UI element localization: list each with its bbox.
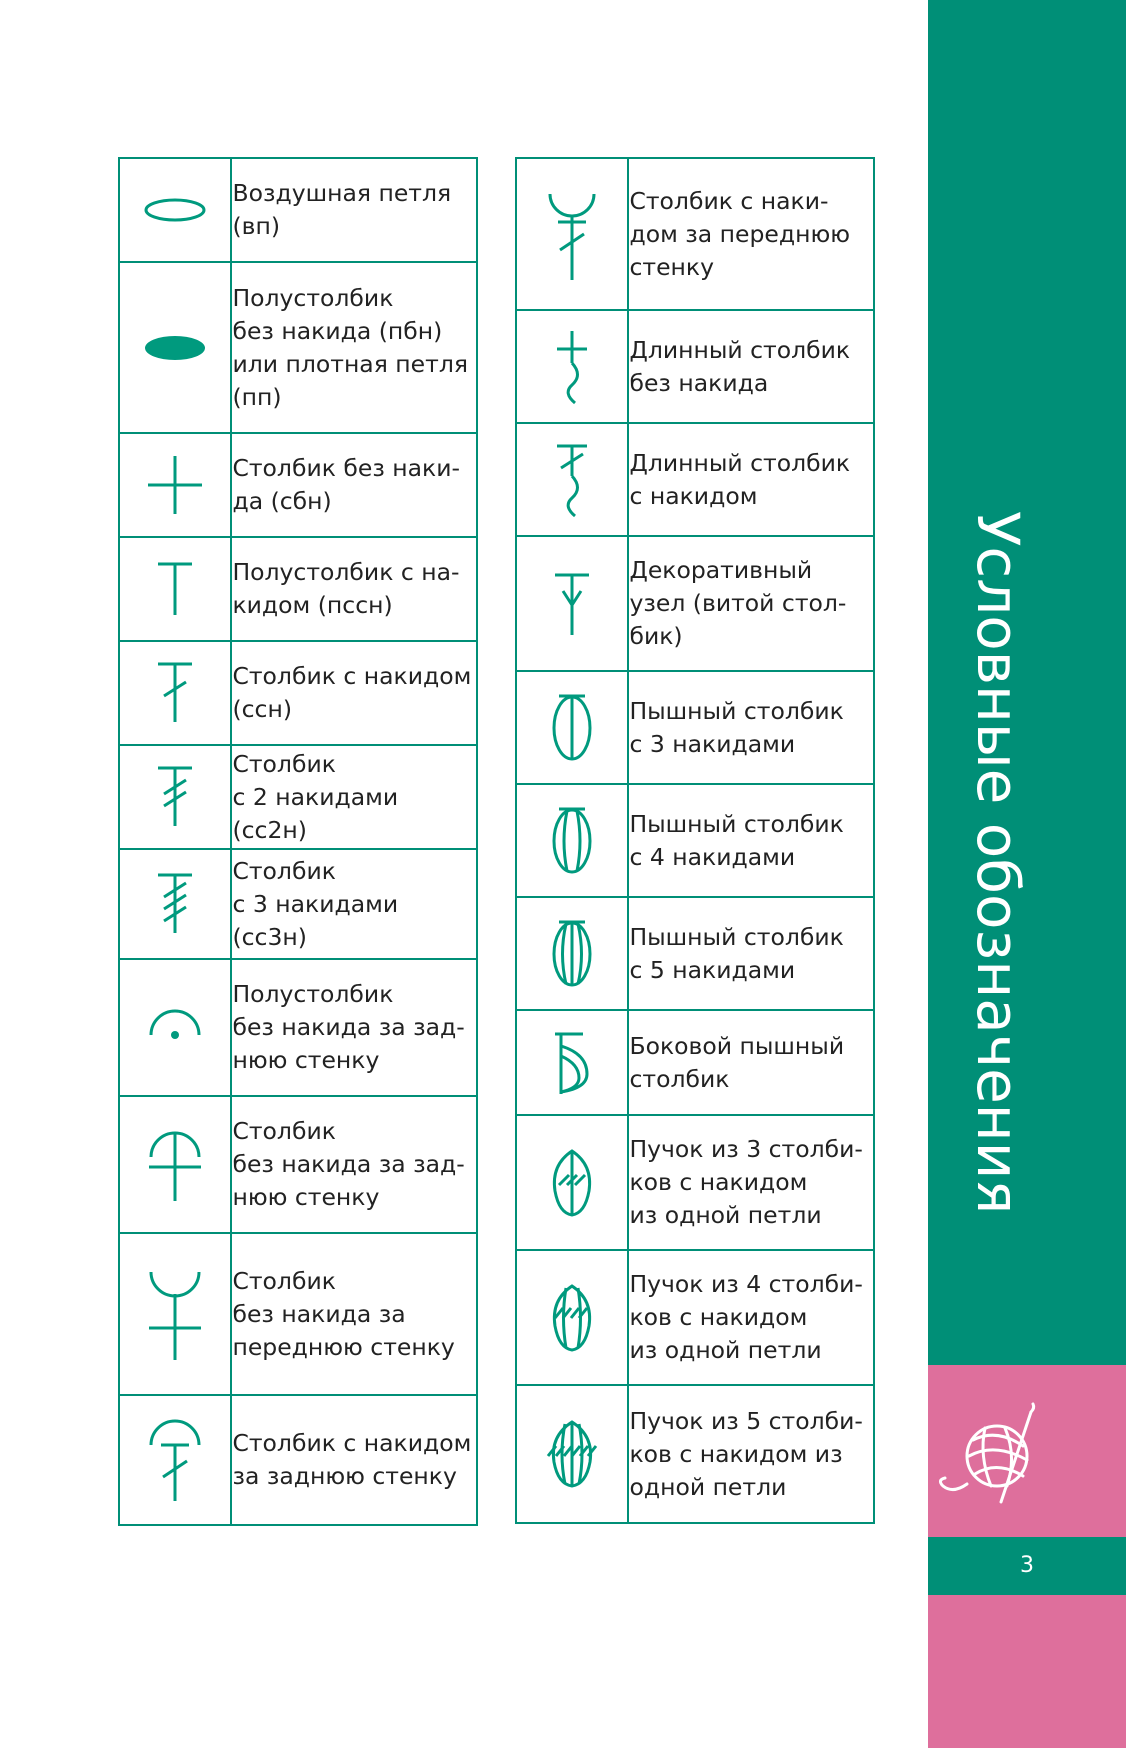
puff-5-icon (547, 916, 597, 992)
legend-row (516, 310, 874, 423)
long-single-crochet-icon (547, 327, 597, 407)
long-double-crochet-icon (547, 440, 597, 520)
legend-row (119, 1233, 477, 1395)
legend-row (119, 959, 477, 1096)
cluster-4-icon (547, 1280, 597, 1356)
legend-label: Пышный столбик с 5 накидами (628, 897, 874, 1010)
treble-crochet-icon (150, 762, 200, 832)
single-crochet-icon (145, 450, 205, 520)
legend-label: Пышный столбик с 4 накидами (628, 784, 874, 897)
yarn-ball-icon (935, 1398, 1055, 1513)
legend-label: Столбик без наки- да (сбн) (231, 433, 477, 537)
legend-row (119, 433, 477, 537)
legend-row (119, 849, 477, 959)
legend-row (516, 897, 874, 1010)
side-band-pink-bottom (928, 1595, 1126, 1748)
chain-stitch-icon (140, 190, 210, 230)
legend-row (119, 641, 477, 745)
half-double-crochet-icon (150, 559, 200, 619)
double-crochet-icon (150, 658, 200, 728)
legend-row (119, 1096, 477, 1233)
puff-4-icon (547, 803, 597, 879)
slip-stitch-back-loop-icon (145, 1003, 205, 1053)
legend-row (119, 745, 477, 849)
legend-row (119, 537, 477, 641)
legend-label: Пышный столбик с 3 накидами (628, 671, 874, 784)
legend-label: Длинный столбик без накида (628, 310, 874, 423)
legend-label: Пучок из 5 столби- ков с накидом из одной петли (628, 1385, 874, 1523)
legend-label: Столбик без накида за зад- нюю стенку (231, 1096, 477, 1233)
page-number: 3 (928, 1537, 1126, 1595)
legend-label: Пучок из 4 столби- ков с накидом из одной петли (628, 1250, 874, 1385)
legend-row (516, 158, 874, 310)
legend-label: Длинный столбик с накидом (628, 423, 874, 536)
section-title: Условные обозначения (964, 511, 1032, 1215)
single-crochet-back-loop-icon (145, 1125, 205, 1205)
legend-row (516, 1010, 874, 1115)
legend-row (516, 1385, 874, 1523)
legend-label: Столбик без накида за переднюю стенку (231, 1233, 477, 1395)
legend-row (516, 671, 874, 784)
legend-row (119, 1395, 477, 1525)
legend-row (516, 536, 874, 671)
legend-row (516, 423, 874, 536)
legend-label: Пучок из 3 столби- ков с накидом из одной петли (628, 1115, 874, 1250)
legend-table-left (118, 157, 478, 1526)
legend-row (516, 784, 874, 897)
legend-label: Полустолбик с на- кидом (пссн) (231, 537, 477, 641)
legend-label: Боковой пышный столбик (628, 1010, 874, 1115)
legend-row (119, 158, 477, 262)
legend-label: Столбик с накидом (ссн) (231, 641, 477, 745)
legend-table-right (515, 157, 875, 1524)
legend-label: Столбик с наки- дом за переднюю стенку (628, 158, 874, 310)
puff-3-icon (547, 690, 597, 766)
legend-label: Полустолбик без накида (пбн) или плотная петля (пп) (231, 262, 477, 433)
cluster-3-icon (547, 1145, 597, 1221)
single-crochet-front-loop-icon (145, 1264, 205, 1364)
legend-label: Полустолбик без накида за зад- нюю стенку (231, 959, 477, 1096)
cluster-5-icon (544, 1416, 600, 1492)
legend-label: Столбик с 3 накидами (сс3н) (231, 849, 477, 959)
double-crochet-front-loop-icon (542, 184, 602, 284)
legend-label: Декоративный узел (витой стол- бик) (628, 536, 874, 671)
legend-row (119, 262, 477, 433)
side-puff-icon (547, 1028, 597, 1098)
legend-label: Воздушная петля (вп) (231, 158, 477, 262)
decorative-knot-icon (547, 569, 597, 639)
double-crochet-back-loop-icon (145, 1415, 205, 1505)
legend-label: Столбик с 2 накидами (сс2н) (231, 745, 477, 849)
legend-row (516, 1115, 874, 1250)
slip-stitch-icon (140, 328, 210, 368)
double-treble-crochet-icon (150, 869, 200, 939)
legend-label: Столбик с накидом за заднюю стенку (231, 1395, 477, 1525)
legend-row (516, 1250, 874, 1385)
